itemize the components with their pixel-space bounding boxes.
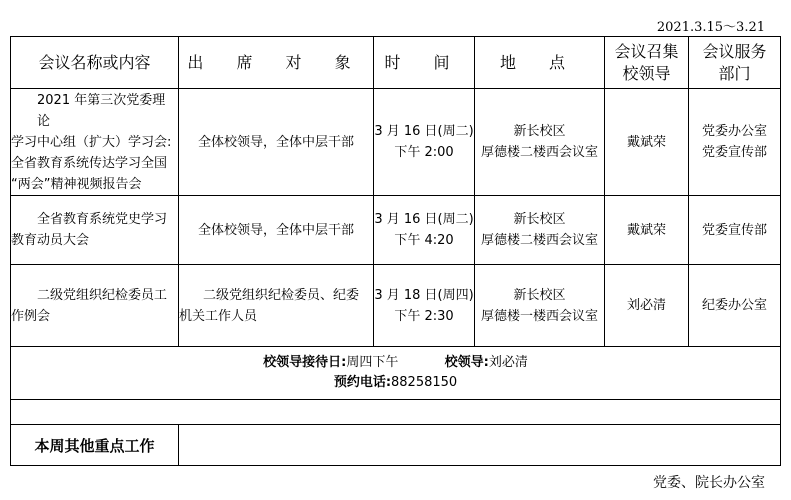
header-name: 会议名称或内容 [11, 37, 179, 89]
reception-leader-label: 校领导: [444, 355, 489, 370]
footer-office: 党委、院长办公室 [653, 475, 765, 491]
table-row [11, 196, 781, 265]
service-department: 党委宣传部 [689, 196, 781, 265]
header-attendees: 出 席 对 象 [179, 37, 374, 89]
header-time: 时 间 [374, 37, 475, 89]
meeting-place: 新长校区 厚德楼二楼西会议室 [475, 196, 605, 265]
meeting-place: 新长校区 厚德楼二楼西会议室 [475, 89, 605, 196]
meeting-place: 新长校区 厚德楼一楼西会议室 [475, 265, 605, 347]
meeting-time: 3 月 18 日(周四) 下午 2:30 [374, 265, 475, 347]
blank-row [11, 400, 781, 425]
header-place: 地 点 [475, 37, 605, 89]
reception-day-value: 周四下午 [346, 355, 399, 370]
meeting-time: 3 月 16 日(周二) 下午 2:00 [374, 89, 475, 196]
date-range: 2021.3.15～3.21 [656, 20, 765, 35]
table-row [11, 265, 781, 347]
attendees: 全体校领导，全体中层干部 [179, 89, 374, 196]
meeting-name: 全省教育系统党史学习 教育动员大会 [11, 196, 179, 265]
meeting-time: 3 月 16 日(周二) 下午 4:20 [374, 196, 475, 265]
reception-day-label: 校领导接待日: [263, 355, 347, 370]
reception-phone-label: 预约电话: [333, 375, 392, 390]
convening-leader: 戴斌荣 [605, 89, 689, 196]
reception-phone-value: 88258150 [391, 375, 458, 390]
table-row [11, 89, 781, 196]
convening-leader: 刘必清 [605, 265, 689, 347]
reception-leader-value: 刘必清 [488, 355, 528, 370]
service-department: 纪委办公室 [689, 265, 781, 347]
other-work-row [11, 425, 781, 466]
other-work-label: 本周其他重点工作 [11, 425, 179, 466]
meeting-name: 二级党组织纪检委员工 作例会 [11, 265, 179, 347]
meeting-name: 2021 年第三次党委理论 学习中心组（扩大）学习会: 全省教育系统传达学习全国 “两会”精神视频报告会 [11, 89, 179, 196]
service-department: 党委办公室 党委宣传部 [689, 89, 781, 196]
meeting-schedule-table [10, 36, 781, 466]
reception-row [11, 347, 781, 400]
header-department: 会议服务 部门 [689, 37, 781, 89]
blank-cell [11, 400, 781, 425]
attendees: 全体校领导，全体中层干部 [179, 196, 374, 265]
attendees: 二级党组织纪检委员、纪委 机关工作人员 [179, 265, 374, 347]
header-row [11, 37, 781, 89]
reception-info [11, 347, 781, 400]
other-work-content [179, 425, 781, 466]
convening-leader: 戴斌荣 [605, 196, 689, 265]
header-leader: 会议召集 校领导 [605, 37, 689, 89]
